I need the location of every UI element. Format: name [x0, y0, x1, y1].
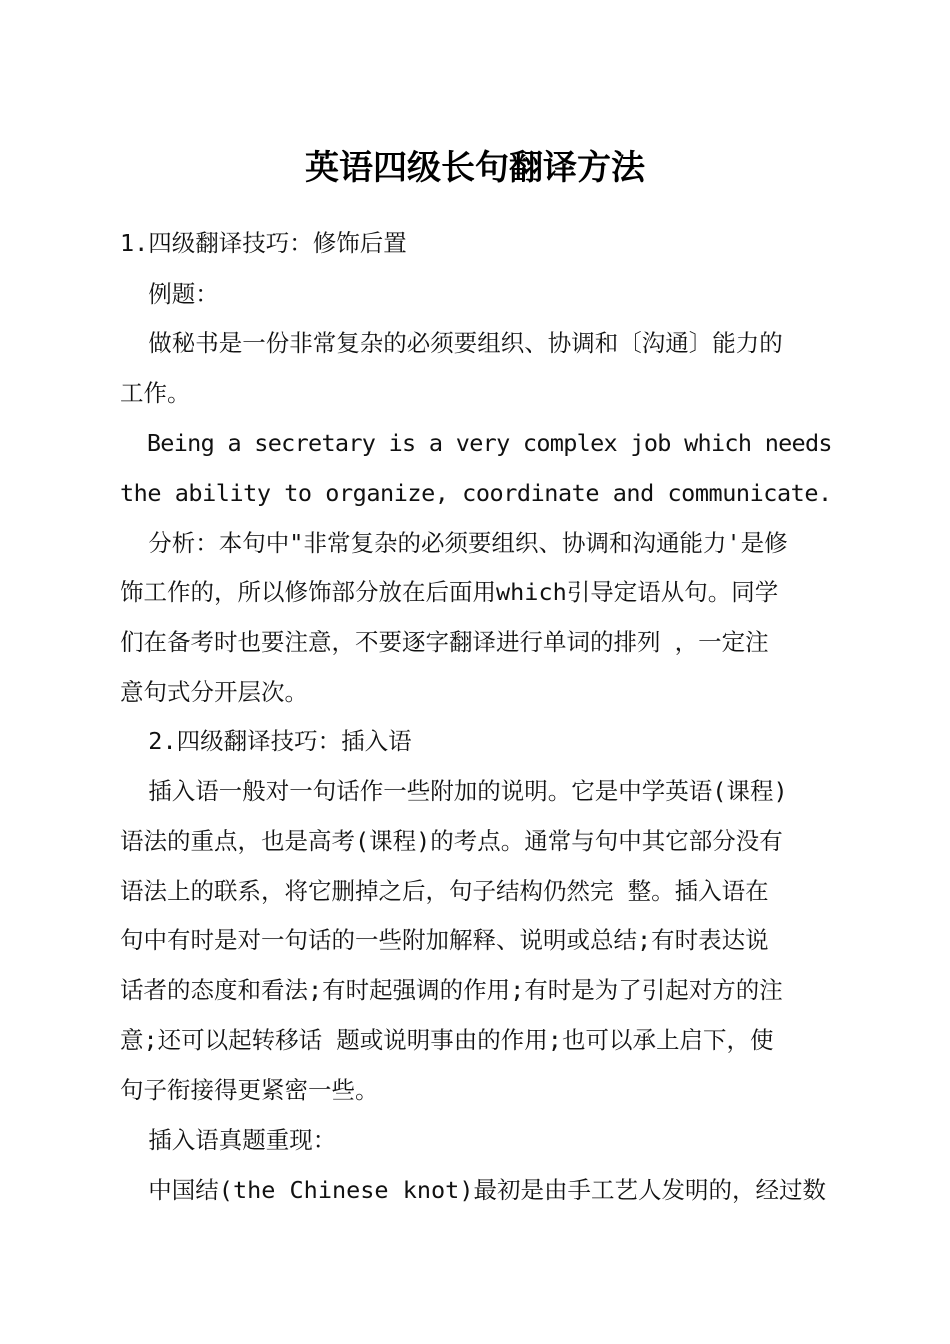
text-line: Being a secretary is a very complex job which needs — [120, 429, 832, 457]
text-line: 插入语真题重现： — [120, 1126, 337, 1154]
text-line: 分析：本句中"非常复杂的必须要组织、协调和沟通能力'是修 — [120, 529, 788, 557]
text-line: 2.四级翻译技巧：插入语 — [120, 727, 412, 755]
text-line: 们在备考时也要注意，不要逐字翻译进行单词的排列 ，一定注 — [120, 628, 769, 656]
text-line: the ability to organize, coordinate and communicate. — [120, 479, 832, 507]
text-line: 插入语一般对一句话作一些附加的说明。它是中学英语(课程) — [120, 777, 788, 805]
text-line: 话者的态度和看法;有时起强调的作用;有时是为了引起对方的注 — [120, 976, 783, 1004]
text-line: 中国结(the Chinese knot)最初是由手工艺人发明的，经过数 — [120, 1176, 826, 1204]
text-line: 意;还可以起转移话 题或说明事由的作用;也可以承上启下，使 — [120, 1026, 774, 1054]
text-line: 语法的重点，也是高考(课程)的考点。通常与句中其它部分没有 — [120, 827, 783, 855]
text-line: 做秘书是一份非常复杂的必须要组织、协调和〔沟通〕能力的 — [120, 329, 783, 357]
text-line: 例题： — [120, 280, 219, 308]
document-title: 英语四级长句翻译方法 — [305, 148, 645, 188]
text-line: 语法上的联系，将它删掉之后，句子结构仍然完 整。插入语在 — [120, 877, 769, 905]
text-line: 意句式分开层次。 — [120, 678, 308, 706]
text-line: 句中有时是对一句话的一些附加解释、说明或总结;有时表达说 — [120, 926, 769, 954]
text-line: 1.四级翻译技巧：修饰后置 — [120, 229, 407, 257]
text-line: 句子衔接得更紧密一些。 — [120, 1076, 379, 1104]
text-line: 饰工作的，所以修饰部分放在后面用which引导定语从句。同学 — [120, 578, 779, 606]
text-line: 工作。 — [120, 379, 191, 407]
